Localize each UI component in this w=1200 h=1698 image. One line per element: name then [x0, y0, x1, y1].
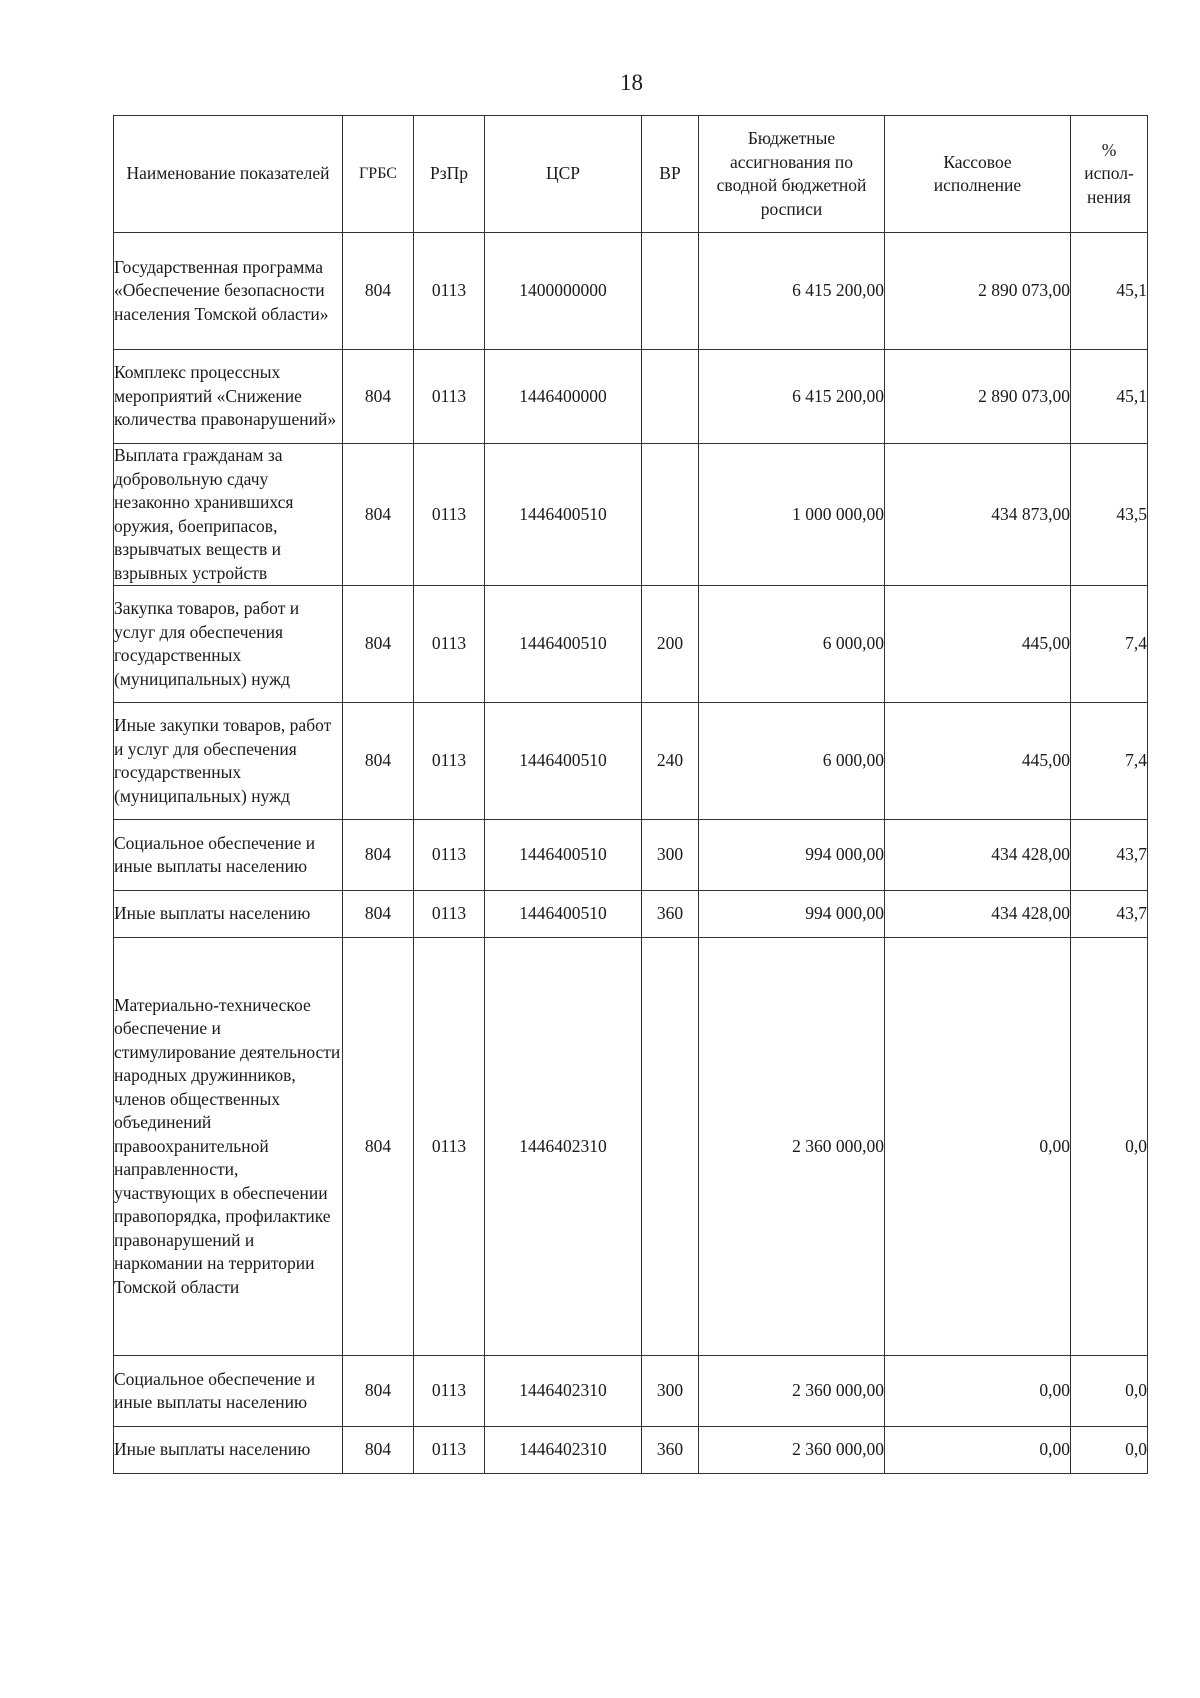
cell-vr: 200: [642, 586, 699, 703]
cell-csr: 1446402310: [485, 1427, 642, 1474]
cell-grbs: 804: [343, 444, 414, 586]
cell-name: Социальное обеспечение и иные выплаты населению: [114, 1356, 343, 1427]
cell-rzpr: 0113: [414, 586, 485, 703]
cell-percent: 7,4: [1071, 586, 1148, 703]
cell-percent: 45,1: [1071, 350, 1148, 444]
cell-name: Иные закупки товаров, работ и услуг для обеспечения государственных (муниципальных) нужд: [114, 703, 343, 820]
cell-grbs: 804: [343, 820, 414, 891]
cell-grbs: 804: [343, 350, 414, 444]
cell-csr: 1446400510: [485, 703, 642, 820]
cell-name: Материально-техническое обеспечение и стимулирование деятельности народных дружинников, членов общественных объединений правоохранительной направленности, участвующих в обеспечении правопорядка, профилактике правонарушений и наркомании на территории Томской области: [114, 938, 343, 1356]
cell-name: Социальное обеспечение и иные выплаты населению: [114, 820, 343, 891]
cell-rzpr: 0113: [414, 938, 485, 1356]
cell-assignments: 2 360 000,00: [699, 1356, 885, 1427]
cell-grbs: 804: [343, 586, 414, 703]
page-number: 18: [620, 70, 643, 95]
cell-assignments: 6 000,00: [699, 586, 885, 703]
cell-rzpr: 0113: [414, 703, 485, 820]
cell-assignments: 6 415 200,00: [699, 233, 885, 350]
header-vr: ВР: [642, 116, 699, 233]
cell-name: Иные выплаты населению: [114, 891, 343, 938]
cell-vr: 300: [642, 1356, 699, 1427]
cell-vr: [642, 938, 699, 1356]
cell-vr: [642, 444, 699, 586]
cell-rzpr: 0113: [414, 1427, 485, 1474]
cell-grbs: 804: [343, 233, 414, 350]
cell-grbs: 804: [343, 1427, 414, 1474]
table-row: [114, 891, 1148, 938]
cell-grbs: 804: [343, 891, 414, 938]
cell-cash: 434 428,00: [885, 891, 1071, 938]
header-percent: % испол-нения: [1071, 116, 1148, 233]
cell-cash: 434 428,00: [885, 820, 1071, 891]
cell-vr: 360: [642, 1427, 699, 1474]
cell-cash: 434 873,00: [885, 444, 1071, 586]
cell-csr: 1446402310: [485, 1356, 642, 1427]
cell-vr: [642, 233, 699, 350]
cell-assignments: 1 000 000,00: [699, 444, 885, 586]
header-cash: Кассовое исполнение: [885, 116, 1071, 233]
cell-vr: [642, 350, 699, 444]
cell-rzpr: 0113: [414, 350, 485, 444]
cell-cash: 2 890 073,00: [885, 350, 1071, 444]
cell-vr: 300: [642, 820, 699, 891]
cell-grbs: 804: [343, 1356, 414, 1427]
cell-csr: 1446400510: [485, 891, 642, 938]
cell-grbs: 804: [343, 703, 414, 820]
cell-rzpr: 0113: [414, 1356, 485, 1427]
cell-percent: 0,0: [1071, 938, 1148, 1356]
cell-rzpr: 0113: [414, 233, 485, 350]
cell-cash: 445,00: [885, 703, 1071, 820]
table-row: [114, 1356, 1148, 1427]
cell-percent: 43,7: [1071, 820, 1148, 891]
cell-cash: 0,00: [885, 1356, 1071, 1427]
header-grbs: ГРБС: [343, 116, 414, 233]
cell-csr: 1446400510: [485, 444, 642, 586]
cell-assignments: 2 360 000,00: [699, 1427, 885, 1474]
table-row: [114, 233, 1148, 350]
cell-rzpr: 0113: [414, 444, 485, 586]
cell-assignments: 6 000,00: [699, 703, 885, 820]
cell-cash: 0,00: [885, 1427, 1071, 1474]
cell-percent: 45,1: [1071, 233, 1148, 350]
table-row: [114, 1427, 1148, 1474]
cell-percent: 43,7: [1071, 891, 1148, 938]
table-row: [114, 350, 1148, 444]
header-assignments: Бюджетные ассигнования по сводной бюджетной росписи: [699, 116, 885, 233]
cell-csr: 1446400510: [485, 586, 642, 703]
cell-csr: 1446400510: [485, 820, 642, 891]
table-header-row: [114, 116, 1148, 233]
table-row: [114, 703, 1148, 820]
table-row: [114, 820, 1148, 891]
cell-csr: 1446400000: [485, 350, 642, 444]
cell-cash: 445,00: [885, 586, 1071, 703]
cell-name: Выплата гражданам за добровольную сдачу незаконно хранившихся оружия, боеприпасов, взрывчатых веществ и взрывных устройств: [114, 444, 343, 586]
cell-cash: 0,00: [885, 938, 1071, 1356]
cell-name: Комплекс процессных мероприятий «Снижение количества правонарушений»: [114, 350, 343, 444]
table-row: [114, 586, 1148, 703]
header-csr: ЦСР: [485, 116, 642, 233]
cell-percent: 7,4: [1071, 703, 1148, 820]
cell-csr: 1400000000: [485, 233, 642, 350]
cell-assignments: 2 360 000,00: [699, 938, 885, 1356]
cell-cash: 2 890 073,00: [885, 233, 1071, 350]
cell-assignments: 994 000,00: [699, 820, 885, 891]
header-rzpr: РзПр: [414, 116, 485, 233]
table-row: [114, 938, 1148, 1356]
cell-rzpr: 0113: [414, 891, 485, 938]
cell-percent: 0,0: [1071, 1356, 1148, 1427]
cell-vr: 240: [642, 703, 699, 820]
cell-vr: 360: [642, 891, 699, 938]
cell-rzpr: 0113: [414, 820, 485, 891]
cell-name: Государственная программа «Обеспечение безопасности населения Томской области»: [114, 233, 343, 350]
cell-assignments: 994 000,00: [699, 891, 885, 938]
cell-assignments: 6 415 200,00: [699, 350, 885, 444]
cell-name: Закупка товаров, работ и услуг для обеспечения государственных (муниципальных) нужд: [114, 586, 343, 703]
budget-execution-table: [113, 115, 1148, 1474]
cell-grbs: 804: [343, 938, 414, 1356]
table-body: [114, 233, 1148, 1474]
cell-csr: 1446402310: [485, 938, 642, 1356]
cell-percent: 43,5: [1071, 444, 1148, 586]
table-row: [114, 444, 1148, 586]
cell-name: Иные выплаты населению: [114, 1427, 343, 1474]
header-name: Наименование показателей: [114, 116, 343, 233]
cell-percent: 0,0: [1071, 1427, 1148, 1474]
